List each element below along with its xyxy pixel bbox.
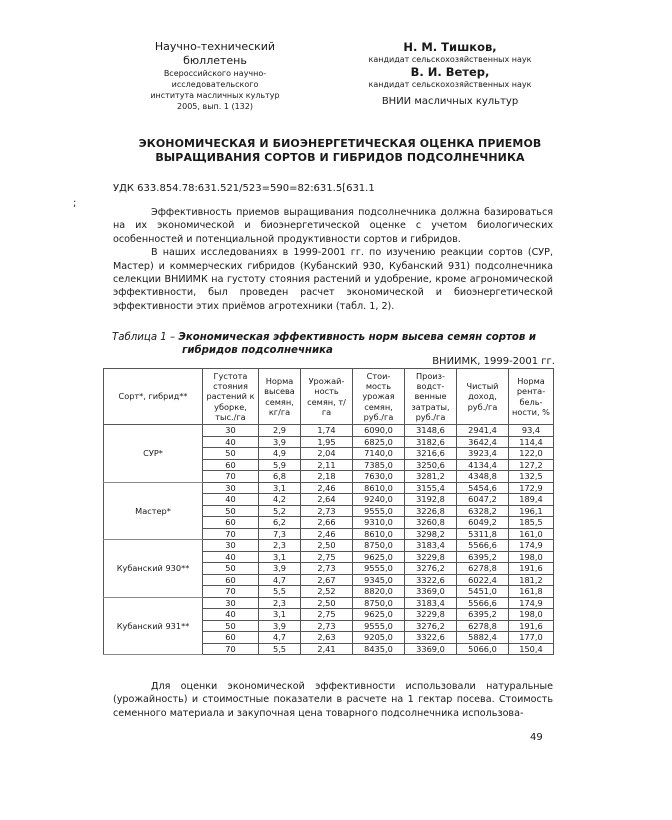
production-costs-cell: 3260,8 xyxy=(405,517,457,529)
seeding-rate-cell: 5,5 xyxy=(259,586,301,598)
density-cell: 30 xyxy=(203,425,259,437)
production-costs-cell: 3183,4 xyxy=(405,597,457,609)
production-costs-cell: 3229,8 xyxy=(405,551,457,563)
seeding-rate-cell: 3,1 xyxy=(259,609,301,621)
yield-cell: 2,63 xyxy=(301,632,353,644)
net-income-cell: 6022,4 xyxy=(457,574,509,586)
density-cell: 50 xyxy=(203,563,259,575)
seeding-rate-cell: 5,9 xyxy=(259,459,301,471)
profitability-cell: 172,9 xyxy=(509,482,554,494)
yield-cell: 2,46 xyxy=(301,482,353,494)
intro-text xyxy=(113,206,553,313)
journal-line-3: Всероссийского научно-исследовательского xyxy=(163,69,267,89)
crop-value-cell: 9555,0 xyxy=(353,505,405,517)
crop-value-cell: 8820,0 xyxy=(353,586,405,598)
author-institution: ВНИИ масличных культур xyxy=(381,96,519,107)
profitability-cell: 122,0 xyxy=(509,448,554,460)
author-2-title: кандидат сельскохозяйственных наук xyxy=(368,80,532,89)
crop-value-cell: 6090,0 xyxy=(353,425,405,437)
journal-issue: 2005, вып. 1 (132) xyxy=(177,102,253,111)
net-income-cell: 6328,2 xyxy=(457,505,509,517)
crop-value-cell: 8435,0 xyxy=(353,643,405,655)
yield-cell: 2,64 xyxy=(301,494,353,506)
col-header-density: Густота стояния растений к уборке, тыс./га xyxy=(203,369,259,425)
production-costs-cell: 3155,4 xyxy=(405,482,457,494)
profitability-cell: 150,4 xyxy=(509,643,554,655)
net-income-cell: 6047,2 xyxy=(457,494,509,506)
article-title-line-2: ВЫРАЩИВАНИЯ СОРТОВ И ГИБРИДОВ ПОДСОЛНЕЧНИКА xyxy=(155,151,525,164)
crop-value-cell: 9205,0 xyxy=(353,632,405,644)
crop-value-cell: 7385,0 xyxy=(353,459,405,471)
production-costs-cell: 3226,8 xyxy=(405,505,457,517)
net-income-cell: 6395,2 xyxy=(457,609,509,621)
paragraph-3: Для оценки экономической эффективности использовали натуральные (урожайность) и стоимостные показатели в расчете на 1 гектар посева. Стоимость семенного материала и закупочная цена товарного подсолнечника использова- xyxy=(113,681,553,719)
density-cell: 50 xyxy=(203,505,259,517)
density-cell: 50 xyxy=(203,620,259,632)
col-header-net-income: Чистый доход, руб./га xyxy=(457,369,509,425)
seeding-rate-cell: 3,9 xyxy=(259,436,301,448)
crop-value-cell: 7140,0 xyxy=(353,448,405,460)
net-income-cell: 3642,4 xyxy=(457,436,509,448)
profitability-cell: 161,0 xyxy=(509,528,554,540)
production-costs-cell: 3281,2 xyxy=(405,471,457,483)
crop-value-cell: 9625,0 xyxy=(353,609,405,621)
seeding-rate-cell: 5,2 xyxy=(259,505,301,517)
production-costs-cell: 3192,8 xyxy=(405,494,457,506)
yield-cell: 1,74 xyxy=(301,425,353,437)
seeding-rate-cell: 6,2 xyxy=(259,517,301,529)
density-cell: 60 xyxy=(203,459,259,471)
density-cell: 60 xyxy=(203,517,259,529)
seeding-rate-cell: 4,7 xyxy=(259,632,301,644)
density-cell: 60 xyxy=(203,632,259,644)
col-header-production-costs: Произ-водст-венные затраты, руб./га xyxy=(405,369,457,425)
yield-cell: 2,11 xyxy=(301,459,353,471)
author-1-title: кандидат сельскохозяйственных наук xyxy=(368,55,532,64)
crop-value-cell: 9555,0 xyxy=(353,620,405,632)
journal-line-1: Научно-технический xyxy=(154,40,276,53)
yield-cell: 2,04 xyxy=(301,448,353,460)
profitability-cell: 93,4 xyxy=(509,425,554,437)
production-costs-cell: 3229,8 xyxy=(405,609,457,621)
production-costs-cell: 3322,6 xyxy=(405,632,457,644)
table-caption-prefix: Таблица 1 – xyxy=(112,332,179,343)
seeding-rate-cell: 6,8 xyxy=(259,471,301,483)
density-cell: 30 xyxy=(203,540,259,552)
crop-value-cell: 9345,0 xyxy=(353,574,405,586)
net-income-cell: 5454,6 xyxy=(457,482,509,494)
table-row xyxy=(104,597,554,609)
seeding-rate-cell: 2,3 xyxy=(259,597,301,609)
production-costs-cell: 3369,0 xyxy=(405,586,457,598)
profitability-cell: 177,0 xyxy=(509,632,554,644)
col-header-seeding-rate: Норма высева семян, кг/га xyxy=(259,369,301,425)
paragraph-1: Эффективность приемов выращивания подсолнечника должна базироваться на их экономической и биоэнергетической оценке с учетом биологических особенностей и потенциальной продуктивности сортов и гибридов. xyxy=(113,207,553,245)
table-caption-title-1: Экономическая эффективность норм высева семян сортов и xyxy=(178,332,537,343)
crop-value-cell: 8610,0 xyxy=(353,528,405,540)
profitability-cell: 132,5 xyxy=(509,471,554,483)
density-cell: 30 xyxy=(203,597,259,609)
crop-value-cell: 9240,0 xyxy=(353,494,405,506)
article-title-line-1: ЭКОНОМИЧЕСКАЯ И БИОЭНЕРГЕТИЧЕСКАЯ ОЦЕНКА ПРИЕМОВ xyxy=(138,137,542,150)
table-caption xyxy=(112,331,562,357)
profitability-cell: 174,9 xyxy=(509,540,554,552)
density-cell: 40 xyxy=(203,494,259,506)
yield-cell: 2,46 xyxy=(301,528,353,540)
production-costs-cell: 3183,4 xyxy=(405,540,457,552)
seeding-rate-cell: 5,5 xyxy=(259,643,301,655)
density-cell: 40 xyxy=(203,609,259,621)
profitability-cell: 191,6 xyxy=(509,563,554,575)
table-row xyxy=(104,482,554,494)
density-cell: 40 xyxy=(203,436,259,448)
production-costs-cell: 3322,6 xyxy=(405,574,457,586)
table-source: ВНИИМК, 1999-2001 гг. xyxy=(432,356,555,367)
production-costs-cell: 3276,2 xyxy=(405,563,457,575)
crop-value-cell: 9555,0 xyxy=(353,563,405,575)
profitability-cell: 181,2 xyxy=(509,574,554,586)
density-cell: 40 xyxy=(203,551,259,563)
yield-cell: 2,50 xyxy=(301,540,353,552)
net-income-cell: 5566,6 xyxy=(457,540,509,552)
density-cell: 30 xyxy=(203,482,259,494)
profitability-cell: 127,2 xyxy=(509,459,554,471)
density-cell: 50 xyxy=(203,448,259,460)
page-number: 49 xyxy=(530,732,543,743)
variety-name-cell: Кубанский 931** xyxy=(104,597,203,655)
net-income-cell: 5451,0 xyxy=(457,586,509,598)
density-cell: 70 xyxy=(203,643,259,655)
crop-value-cell: 7630,0 xyxy=(353,471,405,483)
net-income-cell: 6278,8 xyxy=(457,620,509,632)
yield-cell: 2,52 xyxy=(301,586,353,598)
seeding-rate-cell: 4,2 xyxy=(259,494,301,506)
yield-cell: 2,41 xyxy=(301,643,353,655)
production-costs-cell: 3250,6 xyxy=(405,459,457,471)
yield-cell: 2,73 xyxy=(301,505,353,517)
author-1-name: Н. М. Тишков, xyxy=(403,40,497,54)
net-income-cell: 5066,0 xyxy=(457,643,509,655)
yield-cell: 2,66 xyxy=(301,517,353,529)
seeding-rate-cell: 7,3 xyxy=(259,528,301,540)
yield-cell: 2,73 xyxy=(301,620,353,632)
yield-cell: 2,18 xyxy=(301,471,353,483)
table-row xyxy=(104,425,554,437)
net-income-cell: 4348,8 xyxy=(457,471,509,483)
seeding-rate-cell: 3,1 xyxy=(259,551,301,563)
yield-cell: 1,95 xyxy=(301,436,353,448)
margin-mark: ; xyxy=(73,198,77,209)
profitability-cell: 161,8 xyxy=(509,586,554,598)
seeding-rate-cell: 4,9 xyxy=(259,448,301,460)
density-cell: 70 xyxy=(203,586,259,598)
seeding-rate-cell: 4,7 xyxy=(259,574,301,586)
journal-line-2: бюллетень xyxy=(183,54,247,67)
profitability-cell: 185,5 xyxy=(509,517,554,529)
journal-line-4: института масличных культур xyxy=(150,91,280,100)
net-income-cell: 5311,8 xyxy=(457,528,509,540)
yield-cell: 2,73 xyxy=(301,563,353,575)
paragraph-2: В наших исследованиях в 1999-2001 гг. по изучению реакции сортов (СУР, Мастер) и коммерческих гибридов (Кубанский 930, Кубанский 931) подсолнечника селекции ВНИИМК на густоту стояния растений и удобрение, кроме агрономической эффективности, был проведен расчет экономической и биоэнергетической эффективности этих приёмов агротехники (табл. 1, 2). xyxy=(113,247,553,312)
net-income-cell: 3923,4 xyxy=(457,448,509,460)
yield-cell: 2,75 xyxy=(301,551,353,563)
seeding-rate-cell: 3,9 xyxy=(259,620,301,632)
variety-name-cell: Мастер* xyxy=(104,482,203,540)
crop-value-cell: 9310,0 xyxy=(353,517,405,529)
authors-block xyxy=(345,40,555,108)
table-header-row xyxy=(104,369,554,425)
crop-value-cell: 6825,0 xyxy=(353,436,405,448)
production-costs-cell: 3298,2 xyxy=(405,528,457,540)
crop-value-cell: 9625,0 xyxy=(353,551,405,563)
production-costs-cell: 3148,6 xyxy=(405,425,457,437)
col-header-yield: Урожай-ность семян, т/га xyxy=(301,369,353,425)
net-income-cell: 5566,6 xyxy=(457,597,509,609)
variety-name-cell: СУР* xyxy=(104,425,203,483)
net-income-cell: 6049,2 xyxy=(457,517,509,529)
col-header-variety: Сорт*, гибрид** xyxy=(104,369,203,425)
yield-cell: 2,67 xyxy=(301,574,353,586)
closing-text xyxy=(113,680,553,720)
net-income-cell: 2941,4 xyxy=(457,425,509,437)
table-row xyxy=(104,540,554,552)
net-income-cell: 5882,4 xyxy=(457,632,509,644)
profitability-cell: 174,9 xyxy=(509,597,554,609)
seeding-rate-cell: 2,3 xyxy=(259,540,301,552)
col-header-profitability: Норма рента-бель-ности, % xyxy=(509,369,554,425)
profitability-cell: 191,6 xyxy=(509,620,554,632)
col-header-crop-value: Стои-мость урожая семян, руб./га xyxy=(353,369,405,425)
yield-cell: 2,50 xyxy=(301,597,353,609)
profitability-cell: 189,4 xyxy=(509,494,554,506)
production-costs-cell: 3276,2 xyxy=(405,620,457,632)
net-income-cell: 6278,8 xyxy=(457,563,509,575)
seeding-rate-cell: 3,1 xyxy=(259,482,301,494)
yield-cell: 2,75 xyxy=(301,609,353,621)
profitability-cell: 114,4 xyxy=(509,436,554,448)
net-income-cell: 6395,2 xyxy=(457,551,509,563)
profitability-cell: 198,0 xyxy=(509,609,554,621)
article-title xyxy=(115,137,565,165)
seeding-rate-efficiency-table xyxy=(103,368,554,655)
density-cell: 70 xyxy=(203,528,259,540)
production-costs-cell: 3216,6 xyxy=(405,448,457,460)
variety-name-cell: Кубанский 930** xyxy=(104,540,203,598)
crop-value-cell: 8610,0 xyxy=(353,482,405,494)
udk-code: УДК 633.854.78:631.521/523=590=82:631.5[631.1 xyxy=(113,183,375,194)
author-2-name: В. И. Ветер, xyxy=(410,65,490,79)
net-income-cell: 4134,4 xyxy=(457,459,509,471)
table-caption-title-2: гибридов подсолнечника xyxy=(182,345,333,356)
profitability-cell: 198,0 xyxy=(509,551,554,563)
production-costs-cell: 3369,0 xyxy=(405,643,457,655)
crop-value-cell: 8750,0 xyxy=(353,540,405,552)
density-cell: 70 xyxy=(203,471,259,483)
profitability-cell: 196,1 xyxy=(509,505,554,517)
density-cell: 60 xyxy=(203,574,259,586)
production-costs-cell: 3182,6 xyxy=(405,436,457,448)
crop-value-cell: 8750,0 xyxy=(353,597,405,609)
seeding-rate-cell: 3,9 xyxy=(259,563,301,575)
seeding-rate-cell: 2,9 xyxy=(259,425,301,437)
journal-info xyxy=(130,40,300,112)
